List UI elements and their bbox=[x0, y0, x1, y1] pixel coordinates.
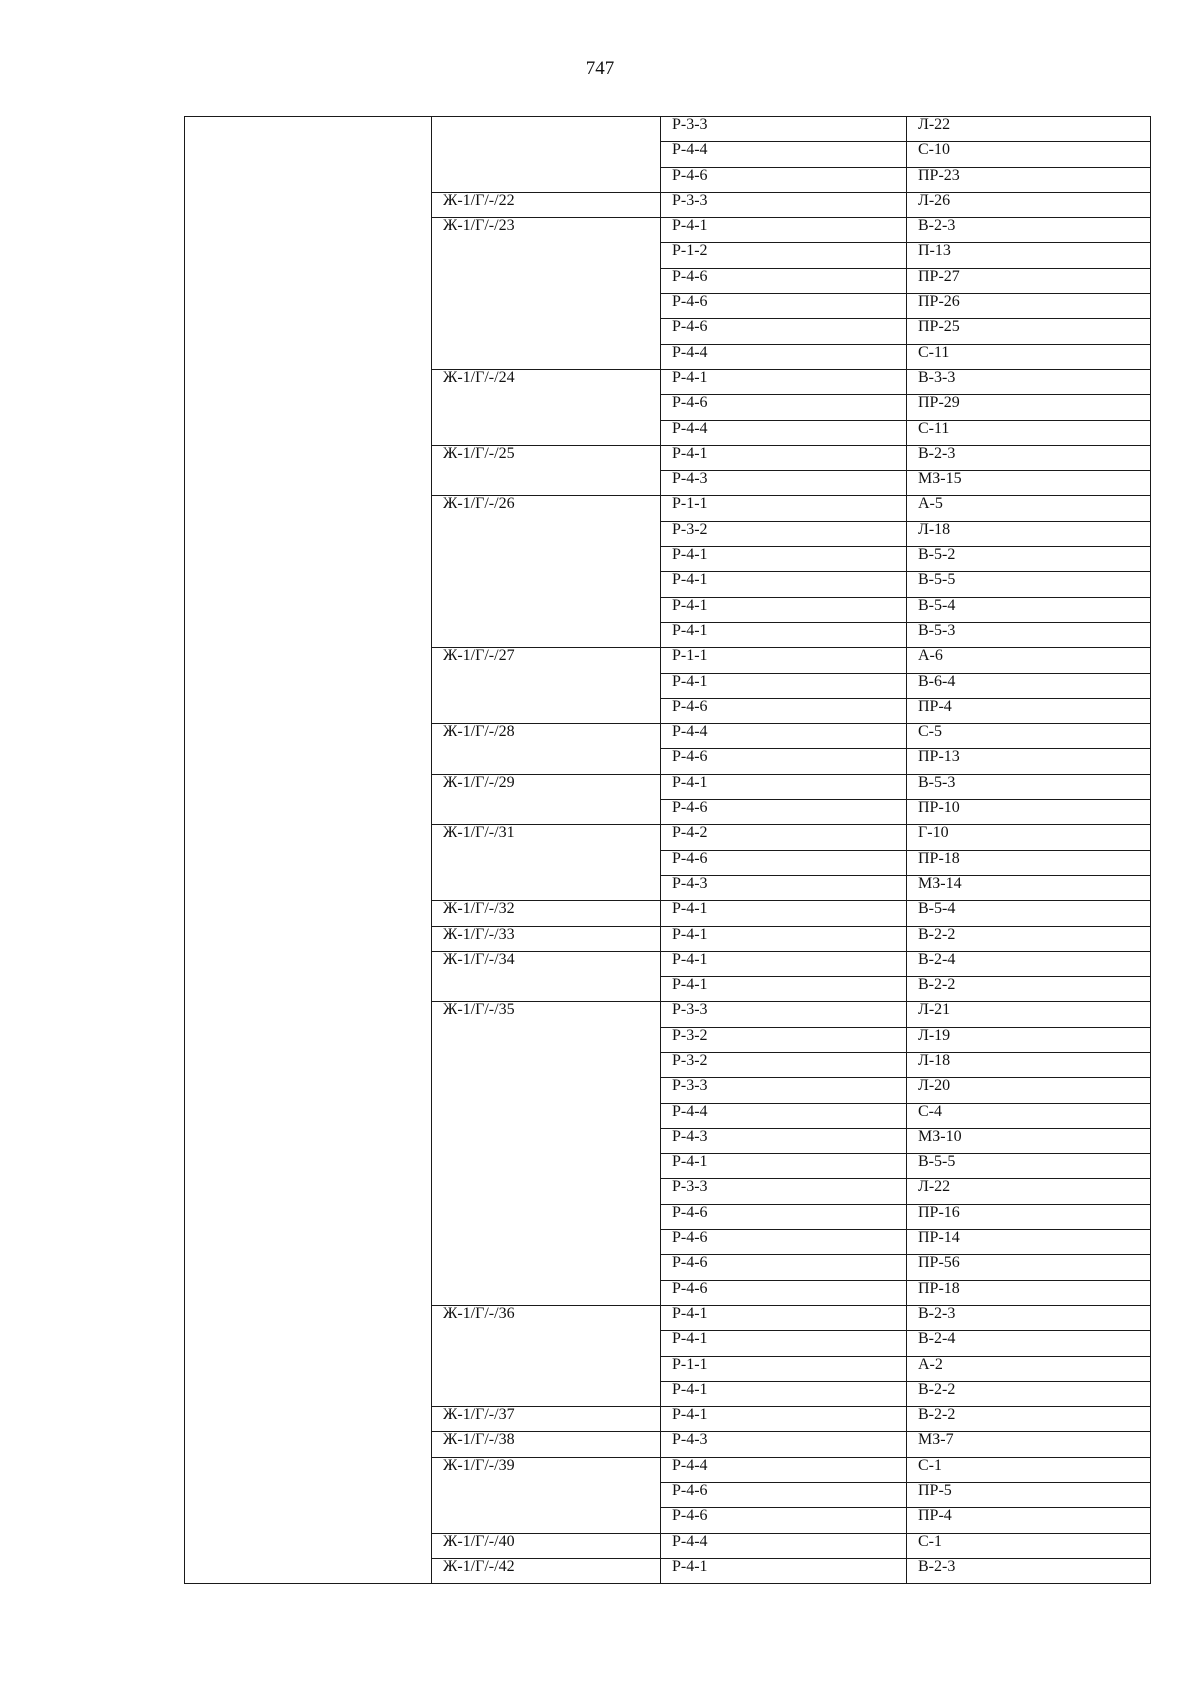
item-code-cell: А-5 bbox=[907, 496, 1151, 521]
r-code-cell: Р-4-1 bbox=[661, 901, 907, 926]
item-code-cell: В-3-3 bbox=[907, 369, 1151, 394]
item-code-cell: Л-19 bbox=[907, 1027, 1151, 1052]
item-code-cell: Л-26 bbox=[907, 192, 1151, 217]
r-code-cell: Р-4-1 bbox=[661, 218, 907, 243]
group-code-cell: Ж-1/Г/-/40 bbox=[432, 1533, 661, 1558]
r-code-cell: Р-4-6 bbox=[661, 800, 907, 825]
group-code-cell: Ж-1/Г/-/36 bbox=[432, 1305, 661, 1330]
r-code-cell: Р-3-3 bbox=[661, 192, 907, 217]
group-code-cell: Ж-1/Г/-/32 bbox=[432, 901, 661, 926]
page-number: 747 bbox=[585, 58, 615, 79]
group-code-cell bbox=[432, 1331, 661, 1356]
r-code-cell: Р-4-4 bbox=[661, 1103, 907, 1128]
item-code-cell: ПР-25 bbox=[907, 319, 1151, 344]
group-code-cell bbox=[432, 800, 661, 825]
r-code-cell: Р-4-6 bbox=[661, 749, 907, 774]
r-code-cell: Р-4-1 bbox=[661, 774, 907, 799]
empty-first-column-cell bbox=[185, 117, 432, 1584]
r-code-cell: Р-3-2 bbox=[661, 1027, 907, 1052]
r-code-cell: Р-4-1 bbox=[661, 673, 907, 698]
r-code-cell: Р-3-3 bbox=[661, 117, 907, 142]
r-code-cell: Р-4-1 bbox=[661, 1331, 907, 1356]
item-code-cell: Л-18 bbox=[907, 521, 1151, 546]
r-code-cell: Р-4-2 bbox=[661, 825, 907, 850]
group-code-cell bbox=[432, 673, 661, 698]
item-code-cell: В-2-2 bbox=[907, 977, 1151, 1002]
item-code-cell: ПР-26 bbox=[907, 294, 1151, 319]
r-code-cell: Р-4-4 bbox=[661, 724, 907, 749]
r-code-cell: Р-4-3 bbox=[661, 471, 907, 496]
group-code-cell bbox=[432, 597, 661, 622]
r-code-cell: Р-4-4 bbox=[661, 142, 907, 167]
group-code-cell bbox=[432, 1052, 661, 1077]
group-code-cell bbox=[432, 243, 661, 268]
item-code-cell: ПР-16 bbox=[907, 1204, 1151, 1229]
r-code-cell: Р-1-2 bbox=[661, 243, 907, 268]
group-code-cell bbox=[432, 294, 661, 319]
item-code-cell: МЗ-14 bbox=[907, 875, 1151, 900]
item-code-cell: В-5-4 bbox=[907, 901, 1151, 926]
group-code-cell bbox=[432, 521, 661, 546]
item-code-cell: А-6 bbox=[907, 648, 1151, 673]
group-code-cell: Ж-1/Г/-/26 bbox=[432, 496, 661, 521]
item-code-cell: Г-10 bbox=[907, 825, 1151, 850]
r-code-cell: Р-1-1 bbox=[661, 1356, 907, 1381]
group-code-cell bbox=[432, 1154, 661, 1179]
item-code-cell: Л-22 bbox=[907, 117, 1151, 142]
item-code-cell: В-2-2 bbox=[907, 1381, 1151, 1406]
item-code-cell: ПР-10 bbox=[907, 800, 1151, 825]
item-code-cell: В-5-3 bbox=[907, 774, 1151, 799]
item-code-cell: ПР-4 bbox=[907, 1508, 1151, 1533]
group-code-cell bbox=[432, 395, 661, 420]
group-code-cell bbox=[432, 1027, 661, 1052]
item-code-cell: ПР-23 bbox=[907, 167, 1151, 192]
r-code-cell: Р-1-1 bbox=[661, 648, 907, 673]
group-code-cell bbox=[432, 117, 661, 142]
r-code-cell: Р-4-1 bbox=[661, 622, 907, 647]
r-code-cell: Р-3-3 bbox=[661, 1002, 907, 1027]
group-code-cell bbox=[432, 1356, 661, 1381]
item-code-cell: МЗ-10 bbox=[907, 1128, 1151, 1153]
r-code-cell: Р-4-1 bbox=[661, 1305, 907, 1330]
item-code-cell: В-2-4 bbox=[907, 951, 1151, 976]
r-code-cell: Р-4-1 bbox=[661, 547, 907, 572]
group-code-cell bbox=[432, 698, 661, 723]
item-code-cell: В-6-4 bbox=[907, 673, 1151, 698]
item-code-cell: В-2-3 bbox=[907, 218, 1151, 243]
group-code-cell: Ж-1/Г/-/23 bbox=[432, 218, 661, 243]
item-code-cell: В-5-5 bbox=[907, 572, 1151, 597]
item-code-cell: С-5 bbox=[907, 724, 1151, 749]
r-code-cell: Р-4-4 bbox=[661, 1533, 907, 1558]
r-code-cell: Р-3-2 bbox=[661, 521, 907, 546]
item-code-cell: П-13 bbox=[907, 243, 1151, 268]
r-code-cell: Р-4-1 bbox=[661, 926, 907, 951]
group-code-cell: Ж-1/Г/-/33 bbox=[432, 926, 661, 951]
item-code-cell: Л-18 bbox=[907, 1052, 1151, 1077]
item-code-cell: ПР-29 bbox=[907, 395, 1151, 420]
group-code-cell: Ж-1/Г/-/34 bbox=[432, 951, 661, 976]
r-code-cell: Р-4-6 bbox=[661, 1204, 907, 1229]
item-code-cell: С-1 bbox=[907, 1533, 1151, 1558]
group-code-cell bbox=[432, 344, 661, 369]
group-code-cell bbox=[432, 572, 661, 597]
r-code-cell: Р-4-6 bbox=[661, 1230, 907, 1255]
table-row bbox=[185, 117, 1151, 142]
r-code-cell: Р-4-1 bbox=[661, 597, 907, 622]
r-code-cell: Р-4-6 bbox=[661, 395, 907, 420]
r-code-cell: Р-4-6 bbox=[661, 698, 907, 723]
group-code-cell bbox=[432, 1230, 661, 1255]
item-code-cell: А-2 bbox=[907, 1356, 1151, 1381]
item-code-cell: ПР-56 bbox=[907, 1255, 1151, 1280]
group-code-cell bbox=[432, 268, 661, 293]
item-code-cell: С-11 bbox=[907, 420, 1151, 445]
group-code-cell bbox=[432, 167, 661, 192]
group-code-cell: Ж-1/Г/-/39 bbox=[432, 1457, 661, 1482]
group-code-cell: Ж-1/Г/-/31 bbox=[432, 825, 661, 850]
group-code-cell: Ж-1/Г/-/29 bbox=[432, 774, 661, 799]
r-code-cell: Р-1-1 bbox=[661, 496, 907, 521]
r-code-cell: Р-4-1 bbox=[661, 572, 907, 597]
group-code-cell bbox=[432, 875, 661, 900]
item-code-cell: В-5-3 bbox=[907, 622, 1151, 647]
item-code-cell: В-2-4 bbox=[907, 1331, 1151, 1356]
group-code-cell bbox=[432, 547, 661, 572]
r-code-cell: Р-4-4 bbox=[661, 420, 907, 445]
r-code-cell: Р-3-3 bbox=[661, 1179, 907, 1204]
item-code-cell: В-2-3 bbox=[907, 1305, 1151, 1330]
item-code-cell: С-4 bbox=[907, 1103, 1151, 1128]
group-code-cell: Ж-1/Г/-/35 bbox=[432, 1002, 661, 1027]
r-code-cell: Р-4-6 bbox=[661, 167, 907, 192]
item-code-cell: ПР-13 bbox=[907, 749, 1151, 774]
item-code-cell: МЗ-15 bbox=[907, 471, 1151, 496]
item-code-cell: ПР-18 bbox=[907, 1280, 1151, 1305]
r-code-cell: Р-4-6 bbox=[661, 268, 907, 293]
item-code-cell: ПР-14 bbox=[907, 1230, 1151, 1255]
document-table bbox=[184, 116, 1151, 1584]
group-code-cell bbox=[432, 1255, 661, 1280]
item-code-cell: С-1 bbox=[907, 1457, 1151, 1482]
r-code-cell: Р-4-1 bbox=[661, 369, 907, 394]
r-code-cell: Р-4-3 bbox=[661, 875, 907, 900]
r-code-cell: Р-4-6 bbox=[661, 1255, 907, 1280]
group-code-cell bbox=[432, 749, 661, 774]
group-code-cell bbox=[432, 1280, 661, 1305]
group-code-cell bbox=[432, 1103, 661, 1128]
group-code-cell: Ж-1/Г/-/25 bbox=[432, 445, 661, 470]
r-code-cell: Р-4-6 bbox=[661, 319, 907, 344]
group-code-cell bbox=[432, 1381, 661, 1406]
group-code-cell bbox=[432, 1204, 661, 1229]
item-code-cell: ПР-4 bbox=[907, 698, 1151, 723]
group-code-cell: Ж-1/Г/-/37 bbox=[432, 1407, 661, 1432]
document-table-wrapper bbox=[184, 116, 1150, 1584]
item-code-cell: Л-21 bbox=[907, 1002, 1151, 1027]
group-code-cell: Ж-1/Г/-/27 bbox=[432, 648, 661, 673]
group-code-cell: Ж-1/Г/-/28 bbox=[432, 724, 661, 749]
r-code-cell: Р-4-3 bbox=[661, 1432, 907, 1457]
item-code-cell: В-5-2 bbox=[907, 547, 1151, 572]
group-code-cell bbox=[432, 1508, 661, 1533]
r-code-cell: Р-3-3 bbox=[661, 1078, 907, 1103]
r-code-cell: Р-4-1 bbox=[661, 1558, 907, 1583]
group-code-cell bbox=[432, 850, 661, 875]
r-code-cell: Р-3-2 bbox=[661, 1052, 907, 1077]
r-code-cell: Р-4-1 bbox=[661, 951, 907, 976]
group-code-cell: Ж-1/Г/-/22 bbox=[432, 192, 661, 217]
r-code-cell: Р-4-1 bbox=[661, 445, 907, 470]
group-code-cell bbox=[432, 420, 661, 445]
r-code-cell: Р-4-6 bbox=[661, 1483, 907, 1508]
r-code-cell: Р-4-1 bbox=[661, 1154, 907, 1179]
group-code-cell: Ж-1/Г/-/42 bbox=[432, 1558, 661, 1583]
group-code-cell bbox=[432, 471, 661, 496]
r-code-cell: Р-4-1 bbox=[661, 977, 907, 1002]
r-code-cell: Р-4-6 bbox=[661, 294, 907, 319]
group-code-cell bbox=[432, 977, 661, 1002]
group-code-cell bbox=[432, 142, 661, 167]
group-code-cell bbox=[432, 1483, 661, 1508]
r-code-cell: Р-4-4 bbox=[661, 1457, 907, 1482]
group-code-cell bbox=[432, 1179, 661, 1204]
group-code-cell: Ж-1/Г/-/38 bbox=[432, 1432, 661, 1457]
item-code-cell: ПР-27 bbox=[907, 268, 1151, 293]
r-code-cell: Р-4-1 bbox=[661, 1407, 907, 1432]
group-code-cell: Ж-1/Г/-/24 bbox=[432, 369, 661, 394]
r-code-cell: Р-4-6 bbox=[661, 1280, 907, 1305]
item-code-cell: С-11 bbox=[907, 344, 1151, 369]
item-code-cell: Л-22 bbox=[907, 1179, 1151, 1204]
item-code-cell: ПР-18 bbox=[907, 850, 1151, 875]
group-code-cell bbox=[432, 1078, 661, 1103]
item-code-cell: В-5-4 bbox=[907, 597, 1151, 622]
group-code-cell bbox=[432, 1128, 661, 1153]
r-code-cell: Р-4-6 bbox=[661, 1508, 907, 1533]
item-code-cell: МЗ-7 bbox=[907, 1432, 1151, 1457]
table-body bbox=[185, 117, 1151, 1584]
item-code-cell: С-10 bbox=[907, 142, 1151, 167]
r-code-cell: Р-4-6 bbox=[661, 850, 907, 875]
item-code-cell: В-2-2 bbox=[907, 926, 1151, 951]
r-code-cell: Р-4-4 bbox=[661, 344, 907, 369]
r-code-cell: Р-4-3 bbox=[661, 1128, 907, 1153]
group-code-cell bbox=[432, 622, 661, 647]
group-code-cell bbox=[432, 319, 661, 344]
item-code-cell: Л-20 bbox=[907, 1078, 1151, 1103]
item-code-cell: ПР-5 bbox=[907, 1483, 1151, 1508]
item-code-cell: В-2-3 bbox=[907, 445, 1151, 470]
item-code-cell: В-5-5 bbox=[907, 1154, 1151, 1179]
item-code-cell: В-2-3 bbox=[907, 1558, 1151, 1583]
r-code-cell: Р-4-1 bbox=[661, 1381, 907, 1406]
item-code-cell: В-2-2 bbox=[907, 1407, 1151, 1432]
